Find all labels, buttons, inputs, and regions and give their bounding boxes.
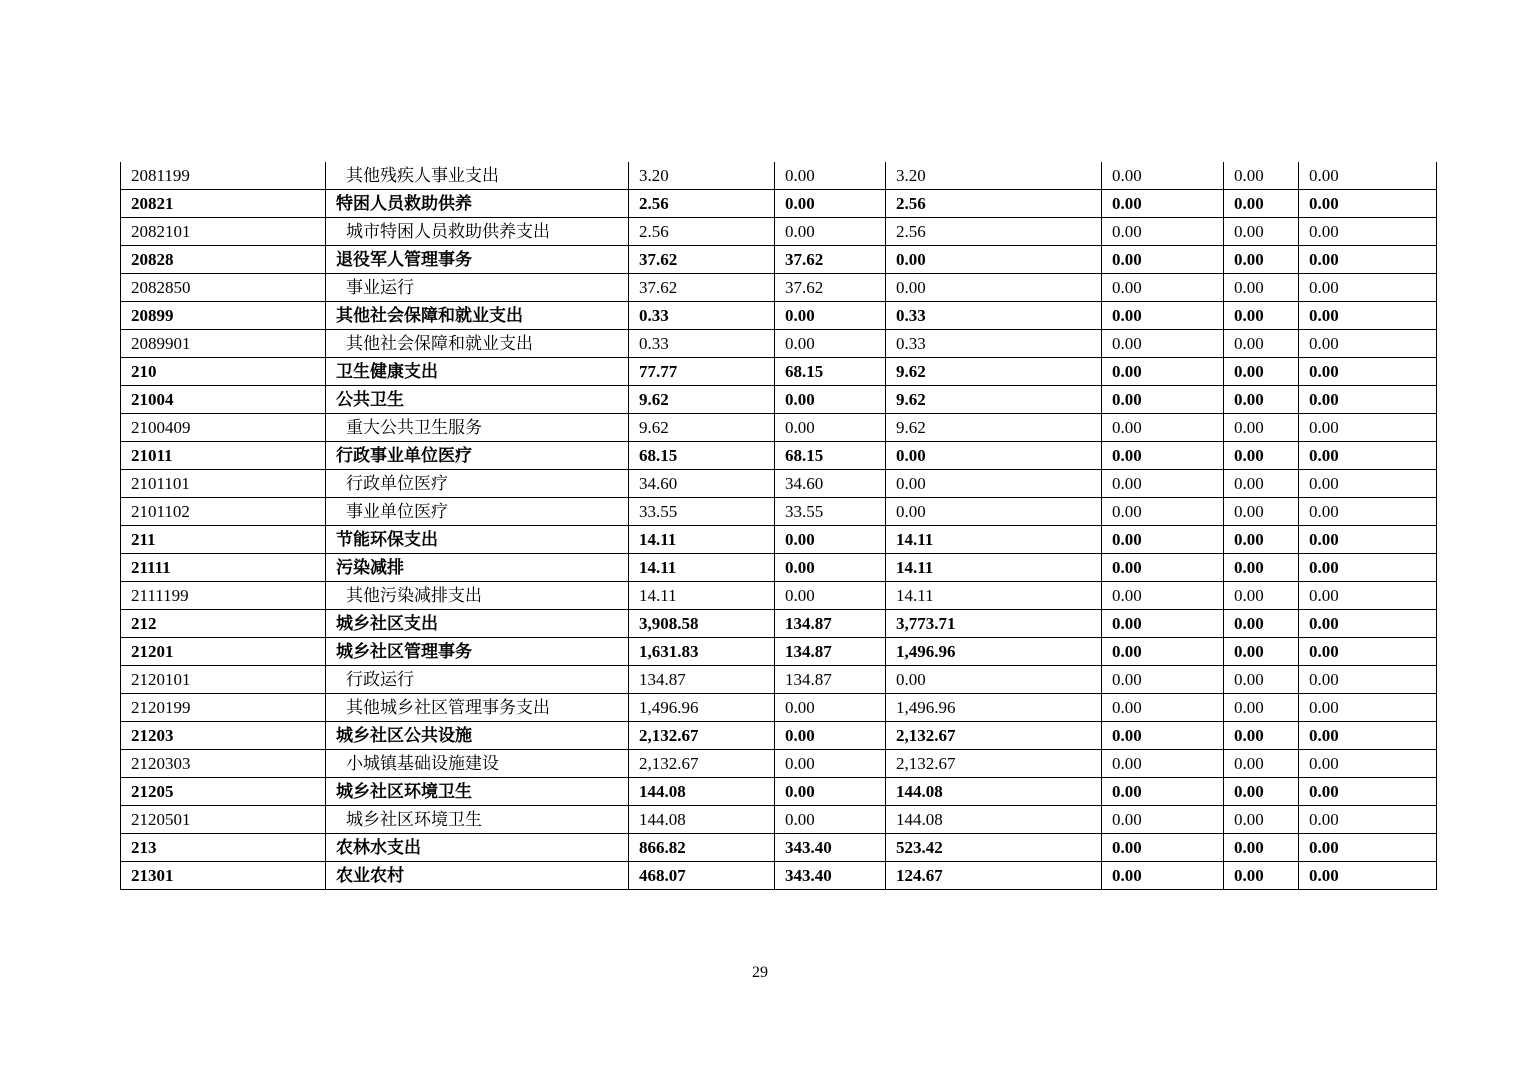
basic-expenditure-cell: 68.15: [775, 442, 886, 470]
table-row: [121, 218, 1437, 246]
subject-code-cell: 2120303: [121, 750, 326, 778]
amount-cell: 0.00: [1102, 302, 1224, 330]
amount-cell: 0.00: [1224, 246, 1299, 274]
amount-cell: 0.00: [1299, 666, 1437, 694]
subject-name-cell: 公共卫生: [326, 386, 629, 414]
amount-cell: 0.00: [1299, 358, 1437, 386]
project-expenditure-cell: 0.00: [886, 274, 1102, 302]
basic-expenditure-cell: 0.00: [775, 414, 886, 442]
subject-code-cell: 212: [121, 610, 326, 638]
basic-expenditure-cell: 33.55: [775, 498, 886, 526]
subject-code-cell: 2101102: [121, 498, 326, 526]
budget-table: [120, 162, 1437, 890]
total-cell: 2,132.67: [629, 750, 775, 778]
amount-cell: 0.00: [1102, 526, 1224, 554]
table-row: [121, 554, 1437, 582]
subject-name-cell: 重大公共卫生服务: [326, 414, 629, 442]
project-expenditure-cell: 0.00: [886, 498, 1102, 526]
subject-name-cell: 农林水支出: [326, 834, 629, 862]
total-cell: 77.77: [629, 358, 775, 386]
total-cell: 468.07: [629, 862, 775, 890]
basic-expenditure-cell: 0.00: [775, 190, 886, 218]
subject-code-cell: 21011: [121, 442, 326, 470]
total-cell: 9.62: [629, 386, 775, 414]
subject-code-cell: 2089901: [121, 330, 326, 358]
amount-cell: 0.00: [1102, 582, 1224, 610]
total-cell: 0.33: [629, 330, 775, 358]
subject-name-cell: 城乡社区公共设施: [326, 722, 629, 750]
amount-cell: 0.00: [1299, 498, 1437, 526]
table-row: [121, 274, 1437, 302]
amount-cell: 0.00: [1299, 582, 1437, 610]
table-row: [121, 414, 1437, 442]
basic-expenditure-cell: 0.00: [775, 218, 886, 246]
amount-cell: 0.00: [1224, 806, 1299, 834]
subject-name-cell: 农业农村: [326, 862, 629, 890]
table-row: [121, 442, 1437, 470]
table-row: [121, 610, 1437, 638]
amount-cell: 0.00: [1102, 358, 1224, 386]
total-cell: 34.60: [629, 470, 775, 498]
table-row: [121, 358, 1437, 386]
project-expenditure-cell: 0.33: [886, 330, 1102, 358]
amount-cell: 0.00: [1224, 750, 1299, 778]
basic-expenditure-cell: 134.87: [775, 666, 886, 694]
project-expenditure-cell: 2.56: [886, 190, 1102, 218]
amount-cell: 0.00: [1299, 554, 1437, 582]
amount-cell: 0.00: [1224, 834, 1299, 862]
amount-cell: 0.00: [1102, 162, 1224, 190]
amount-cell: 0.00: [1224, 694, 1299, 722]
subject-code-cell: 2120199: [121, 694, 326, 722]
amount-cell: 0.00: [1224, 442, 1299, 470]
amount-cell: 0.00: [1102, 414, 1224, 442]
subject-code-cell: 2120101: [121, 666, 326, 694]
basic-expenditure-cell: 0.00: [775, 750, 886, 778]
amount-cell: 0.00: [1224, 274, 1299, 302]
total-cell: 2.56: [629, 190, 775, 218]
subject-name-cell: 节能环保支出: [326, 526, 629, 554]
subject-name-cell: 其他社会保障和就业支出: [326, 330, 629, 358]
subject-name-cell: 其他社会保障和就业支出: [326, 302, 629, 330]
total-cell: 68.15: [629, 442, 775, 470]
basic-expenditure-cell: 0.00: [775, 330, 886, 358]
amount-cell: 0.00: [1299, 806, 1437, 834]
amount-cell: 0.00: [1102, 778, 1224, 806]
total-cell: 1,496.96: [629, 694, 775, 722]
amount-cell: 0.00: [1299, 330, 1437, 358]
total-cell: 144.08: [629, 806, 775, 834]
amount-cell: 0.00: [1299, 638, 1437, 666]
subject-code-cell: 20821: [121, 190, 326, 218]
subject-code-cell: 211: [121, 526, 326, 554]
amount-cell: 0.00: [1224, 722, 1299, 750]
amount-cell: 0.00: [1299, 778, 1437, 806]
project-expenditure-cell: 3.20: [886, 162, 1102, 190]
total-cell: 134.87: [629, 666, 775, 694]
amount-cell: 0.00: [1224, 638, 1299, 666]
basic-expenditure-cell: 37.62: [775, 246, 886, 274]
subject-name-cell: 其他城乡社区管理事务支出: [326, 694, 629, 722]
project-expenditure-cell: 9.62: [886, 386, 1102, 414]
basic-expenditure-cell: 0.00: [775, 554, 886, 582]
amount-cell: 0.00: [1299, 610, 1437, 638]
subject-code-cell: 21111: [121, 554, 326, 582]
basic-expenditure-cell: 0.00: [775, 302, 886, 330]
table-body: [121, 162, 1437, 890]
subject-name-cell: 特困人员救助供养: [326, 190, 629, 218]
subject-name-cell: 城乡社区管理事务: [326, 638, 629, 666]
amount-cell: 0.00: [1102, 218, 1224, 246]
table-row: [121, 750, 1437, 778]
amount-cell: 0.00: [1299, 386, 1437, 414]
table-row: [121, 470, 1437, 498]
table-row: [121, 162, 1437, 190]
amount-cell: 0.00: [1299, 694, 1437, 722]
project-expenditure-cell: 14.11: [886, 582, 1102, 610]
basic-expenditure-cell: 34.60: [775, 470, 886, 498]
table-row: [121, 582, 1437, 610]
amount-cell: 0.00: [1224, 162, 1299, 190]
amount-cell: 0.00: [1102, 554, 1224, 582]
table-row: [121, 330, 1437, 358]
total-cell: 33.55: [629, 498, 775, 526]
amount-cell: 0.00: [1102, 610, 1224, 638]
table-row: [121, 190, 1437, 218]
amount-cell: 0.00: [1224, 414, 1299, 442]
project-expenditure-cell: 124.67: [886, 862, 1102, 890]
project-expenditure-cell: 9.62: [886, 358, 1102, 386]
amount-cell: 0.00: [1102, 246, 1224, 274]
amount-cell: 0.00: [1299, 834, 1437, 862]
amount-cell: 0.00: [1224, 358, 1299, 386]
basic-expenditure-cell: 0.00: [775, 722, 886, 750]
total-cell: 2,132.67: [629, 722, 775, 750]
project-expenditure-cell: 0.33: [886, 302, 1102, 330]
subject-code-cell: 2111199: [121, 582, 326, 610]
amount-cell: 0.00: [1224, 190, 1299, 218]
amount-cell: 0.00: [1224, 302, 1299, 330]
subject-name-cell: 事业单位医疗: [326, 498, 629, 526]
subject-code-cell: 210: [121, 358, 326, 386]
subject-name-cell: 其他污染减排支出: [326, 582, 629, 610]
subject-code-cell: 20828: [121, 246, 326, 274]
subject-code-cell: 21201: [121, 638, 326, 666]
project-expenditure-cell: 2.56: [886, 218, 1102, 246]
amount-cell: 0.00: [1102, 750, 1224, 778]
subject-code-cell: 2082850: [121, 274, 326, 302]
amount-cell: 0.00: [1224, 386, 1299, 414]
amount-cell: 0.00: [1224, 666, 1299, 694]
project-expenditure-cell: 0.00: [886, 442, 1102, 470]
subject-code-cell: 21203: [121, 722, 326, 750]
subject-name-cell: 城市特困人员救助供养支出: [326, 218, 629, 246]
amount-cell: 0.00: [1224, 554, 1299, 582]
amount-cell: 0.00: [1102, 638, 1224, 666]
amount-cell: 0.00: [1299, 414, 1437, 442]
amount-cell: 0.00: [1299, 162, 1437, 190]
total-cell: 866.82: [629, 834, 775, 862]
project-expenditure-cell: 523.42: [886, 834, 1102, 862]
subject-name-cell: 行政单位医疗: [326, 470, 629, 498]
amount-cell: 0.00: [1299, 470, 1437, 498]
subject-name-cell: 城乡社区环境卫生: [326, 806, 629, 834]
subject-name-cell: 行政事业单位医疗: [326, 442, 629, 470]
table-row: [121, 806, 1437, 834]
total-cell: 0.33: [629, 302, 775, 330]
subject-name-cell: 行政运行: [326, 666, 629, 694]
amount-cell: 0.00: [1299, 190, 1437, 218]
basic-expenditure-cell: 0.00: [775, 806, 886, 834]
basic-expenditure-cell: 134.87: [775, 638, 886, 666]
subject-name-cell: 其他残疾人事业支出: [326, 162, 629, 190]
project-expenditure-cell: 144.08: [886, 806, 1102, 834]
subject-name-cell: 事业运行: [326, 274, 629, 302]
total-cell: 1,631.83: [629, 638, 775, 666]
table-row: [121, 498, 1437, 526]
basic-expenditure-cell: 0.00: [775, 526, 886, 554]
basic-expenditure-cell: 0.00: [775, 386, 886, 414]
basic-expenditure-cell: 0.00: [775, 778, 886, 806]
project-expenditure-cell: 0.00: [886, 666, 1102, 694]
project-expenditure-cell: 3,773.71: [886, 610, 1102, 638]
amount-cell: 0.00: [1299, 302, 1437, 330]
project-expenditure-cell: 1,496.96: [886, 638, 1102, 666]
amount-cell: 0.00: [1102, 274, 1224, 302]
subject-code-cell: 2101101: [121, 470, 326, 498]
total-cell: 14.11: [629, 554, 775, 582]
basic-expenditure-cell: 37.62: [775, 274, 886, 302]
total-cell: 144.08: [629, 778, 775, 806]
amount-cell: 0.00: [1224, 470, 1299, 498]
amount-cell: 0.00: [1102, 862, 1224, 890]
subject-code-cell: 2120501: [121, 806, 326, 834]
amount-cell: 0.00: [1299, 862, 1437, 890]
basic-expenditure-cell: 0.00: [775, 582, 886, 610]
amount-cell: 0.00: [1102, 666, 1224, 694]
basic-expenditure-cell: 68.15: [775, 358, 886, 386]
amount-cell: 0.00: [1102, 330, 1224, 358]
subject-code-cell: 21205: [121, 778, 326, 806]
amount-cell: 0.00: [1299, 442, 1437, 470]
amount-cell: 0.00: [1224, 778, 1299, 806]
subject-code-cell: 21004: [121, 386, 326, 414]
total-cell: 2.56: [629, 218, 775, 246]
basic-expenditure-cell: 343.40: [775, 834, 886, 862]
subject-name-cell: 退役军人管理事务: [326, 246, 629, 274]
subject-code-cell: 2082101: [121, 218, 326, 246]
page-number: 29: [752, 964, 768, 981]
subject-code-cell: 20899: [121, 302, 326, 330]
subject-name-cell: 污染减排: [326, 554, 629, 582]
amount-cell: 0.00: [1102, 190, 1224, 218]
amount-cell: 0.00: [1299, 526, 1437, 554]
table-row: [121, 834, 1437, 862]
amount-cell: 0.00: [1224, 526, 1299, 554]
project-expenditure-cell: 14.11: [886, 554, 1102, 582]
amount-cell: 0.00: [1224, 330, 1299, 358]
amount-cell: 0.00: [1102, 722, 1224, 750]
amount-cell: 0.00: [1102, 470, 1224, 498]
subject-name-cell: 城乡社区环境卫生: [326, 778, 629, 806]
subject-code-cell: 21301: [121, 862, 326, 890]
project-expenditure-cell: 0.00: [886, 470, 1102, 498]
project-expenditure-cell: 144.08: [886, 778, 1102, 806]
amount-cell: 0.00: [1102, 694, 1224, 722]
table-row: [121, 862, 1437, 890]
table-row: [121, 302, 1437, 330]
table-row: [121, 638, 1437, 666]
total-cell: 3,908.58: [629, 610, 775, 638]
basic-expenditure-cell: 0.00: [775, 162, 886, 190]
total-cell: 14.11: [629, 582, 775, 610]
subject-name-cell: 卫生健康支出: [326, 358, 629, 386]
table-row: [121, 526, 1437, 554]
amount-cell: 0.00: [1224, 498, 1299, 526]
amount-cell: 0.00: [1224, 862, 1299, 890]
amount-cell: 0.00: [1224, 218, 1299, 246]
table-row: [121, 694, 1437, 722]
amount-cell: 0.00: [1102, 498, 1224, 526]
total-cell: 14.11: [629, 526, 775, 554]
amount-cell: 0.00: [1299, 274, 1437, 302]
table-row: [121, 722, 1437, 750]
total-cell: 37.62: [629, 274, 775, 302]
basic-expenditure-cell: 343.40: [775, 862, 886, 890]
project-expenditure-cell: 1,496.96: [886, 694, 1102, 722]
project-expenditure-cell: 14.11: [886, 526, 1102, 554]
table-row: [121, 246, 1437, 274]
total-cell: 9.62: [629, 414, 775, 442]
amount-cell: 0.00: [1224, 610, 1299, 638]
project-expenditure-cell: 2,132.67: [886, 750, 1102, 778]
subject-name-cell: 小城镇基础设施建设: [326, 750, 629, 778]
subject-code-cell: 2081199: [121, 162, 326, 190]
subject-code-cell: 2100409: [121, 414, 326, 442]
amount-cell: 0.00: [1102, 442, 1224, 470]
amount-cell: 0.00: [1102, 806, 1224, 834]
amount-cell: 0.00: [1299, 750, 1437, 778]
basic-expenditure-cell: 0.00: [775, 694, 886, 722]
total-cell: 37.62: [629, 246, 775, 274]
project-expenditure-cell: 2,132.67: [886, 722, 1102, 750]
subject-code-cell: 213: [121, 834, 326, 862]
amount-cell: 0.00: [1299, 218, 1437, 246]
table-row: [121, 386, 1437, 414]
table-row: [121, 666, 1437, 694]
project-expenditure-cell: 9.62: [886, 414, 1102, 442]
project-expenditure-cell: 0.00: [886, 246, 1102, 274]
basic-expenditure-cell: 134.87: [775, 610, 886, 638]
table-row: [121, 778, 1437, 806]
amount-cell: 0.00: [1299, 722, 1437, 750]
amount-cell: 0.00: [1102, 834, 1224, 862]
amount-cell: 0.00: [1299, 246, 1437, 274]
subject-name-cell: 城乡社区支出: [326, 610, 629, 638]
total-cell: 3.20: [629, 162, 775, 190]
amount-cell: 0.00: [1102, 386, 1224, 414]
amount-cell: 0.00: [1224, 582, 1299, 610]
